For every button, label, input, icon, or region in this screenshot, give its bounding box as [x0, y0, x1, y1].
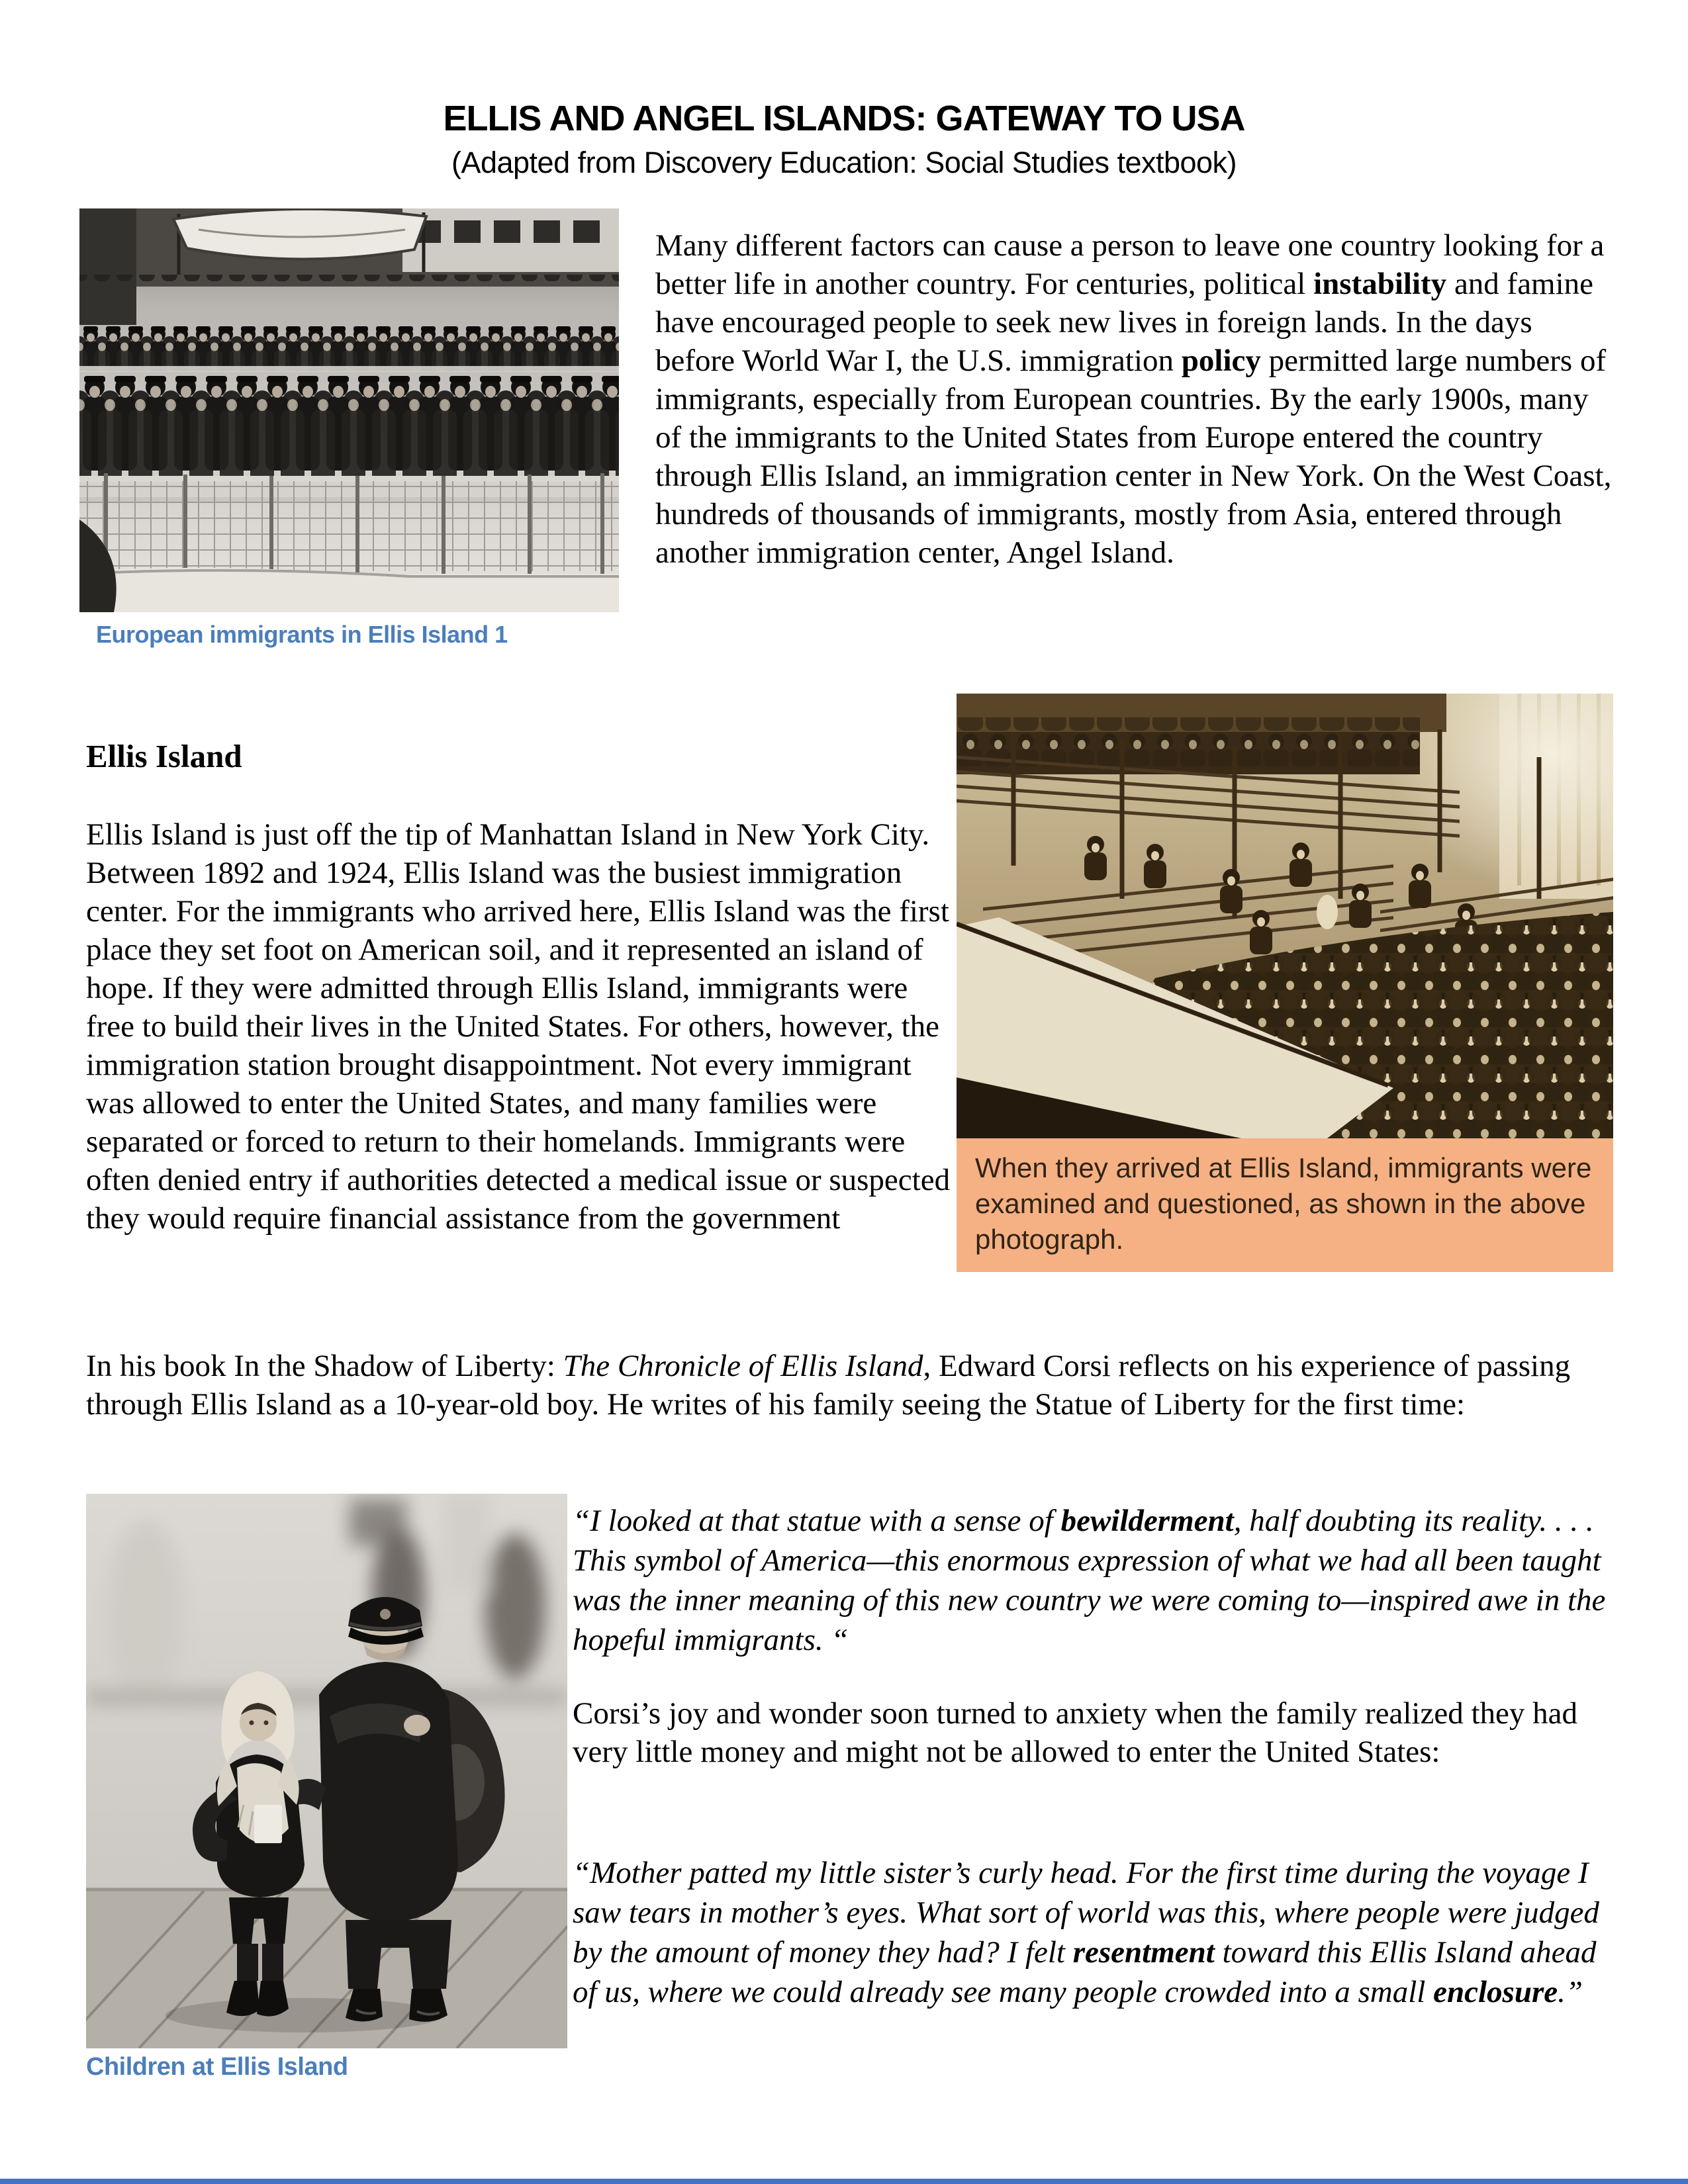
corsi-quote-2: “Mother patted my little sister’s curly head. For the first time during the voyage I saw tears in mother’s eyes. What sort of world was this, where people were judged by the amount of money they had? I felt resentment toward this Ellis Island ahead of us, where we could already see many people crowded into a small enclosure.” [573, 1856, 1599, 2009]
children-photo-graphic [86, 1494, 567, 2048]
page-subtitle: (Adapted from Discovery Education: Social Studies textbook) [451, 146, 1237, 179]
ship-photo [79, 208, 619, 612]
intro-paragraph: Many different factors can cause a person to leave one country looking for a better life in another country. For centuries, political instability and famine have encouraged people to seek new lives in foreign lands. In the days before World War I, the U.S. immigration policy permitted large numbers of immigrants, especially from European countries. By the early 1900s, many of the immigrants to the United States from Europe entered the country through Ellis Island, an immigration center in New York. On the West Coast, hundreds of thousands of immigrants, mostly from Asia, entered through another immigration center, Angel Island. [655, 228, 1612, 570]
corsi-transition-paragraph: Corsi’s joy and wonder soon turned to anxiety when the family realized they had very little money and might not be allowed to enter the United States: [573, 1696, 1577, 1769]
corsi-quote-1: “I looked at that statue with a sense of bewilderment, half doubting its reality. . . . This symbol of America—this enormous expression of what we had all been taught was the inner meaning of this new country we were coming to—inspired awe in the hopeful immigrants. “ [573, 1504, 1606, 1657]
children-photo [86, 1494, 567, 2048]
hall-photo [957, 694, 1613, 1138]
ship-photo-graphic [79, 208, 619, 612]
corsi-intro-paragraph: In his book In the Shadow of Liberty: The Chronicle of Ellis Island, Edward Corsi reflects on his experience of passing through Ellis Island as a 10-year-old boy. He writes of his family seeing the Statue of Liberty for the first time: [86, 1349, 1571, 1422]
hall-photo-graphic [957, 694, 1613, 1138]
hall-photo-caption: When they arrived at Ellis Island, immigrants were examined and questioned, as shown in the above photograph. [957, 1138, 1613, 1272]
ellis-island-heading: Ellis Island [86, 738, 242, 774]
page-title: ELLIS AND ANGEL ISLANDS: GATEWAY TO USA [443, 99, 1245, 138]
children-photo-caption: Children at Ellis Island [86, 2053, 348, 2081]
ship-photo-caption: European immigrants in Ellis Island 1 [96, 621, 508, 648]
ellis-island-paragraph: Ellis Island is just off the tip of Manhattan Island in New York City. Between 1892 and 1924, Ellis Island was the busiest immigration center. For the immigrants who arrived here, Ellis Island was the first place they set foot on American soil, and it represented an island of hope. If they were admitted through Ellis Island, immigrants were free to build their lives in the United States. For others, however, the immigration station brought disappointment. Not every immigrant was allowed to enter the United States, and many families were separated or forced to return to their homelands. Immigrants were often denied entry if authorities detected a medical issue or suspected they would require financial assistance from the government [86, 817, 951, 1236]
page-bottom-rule [0, 2179, 1688, 2184]
